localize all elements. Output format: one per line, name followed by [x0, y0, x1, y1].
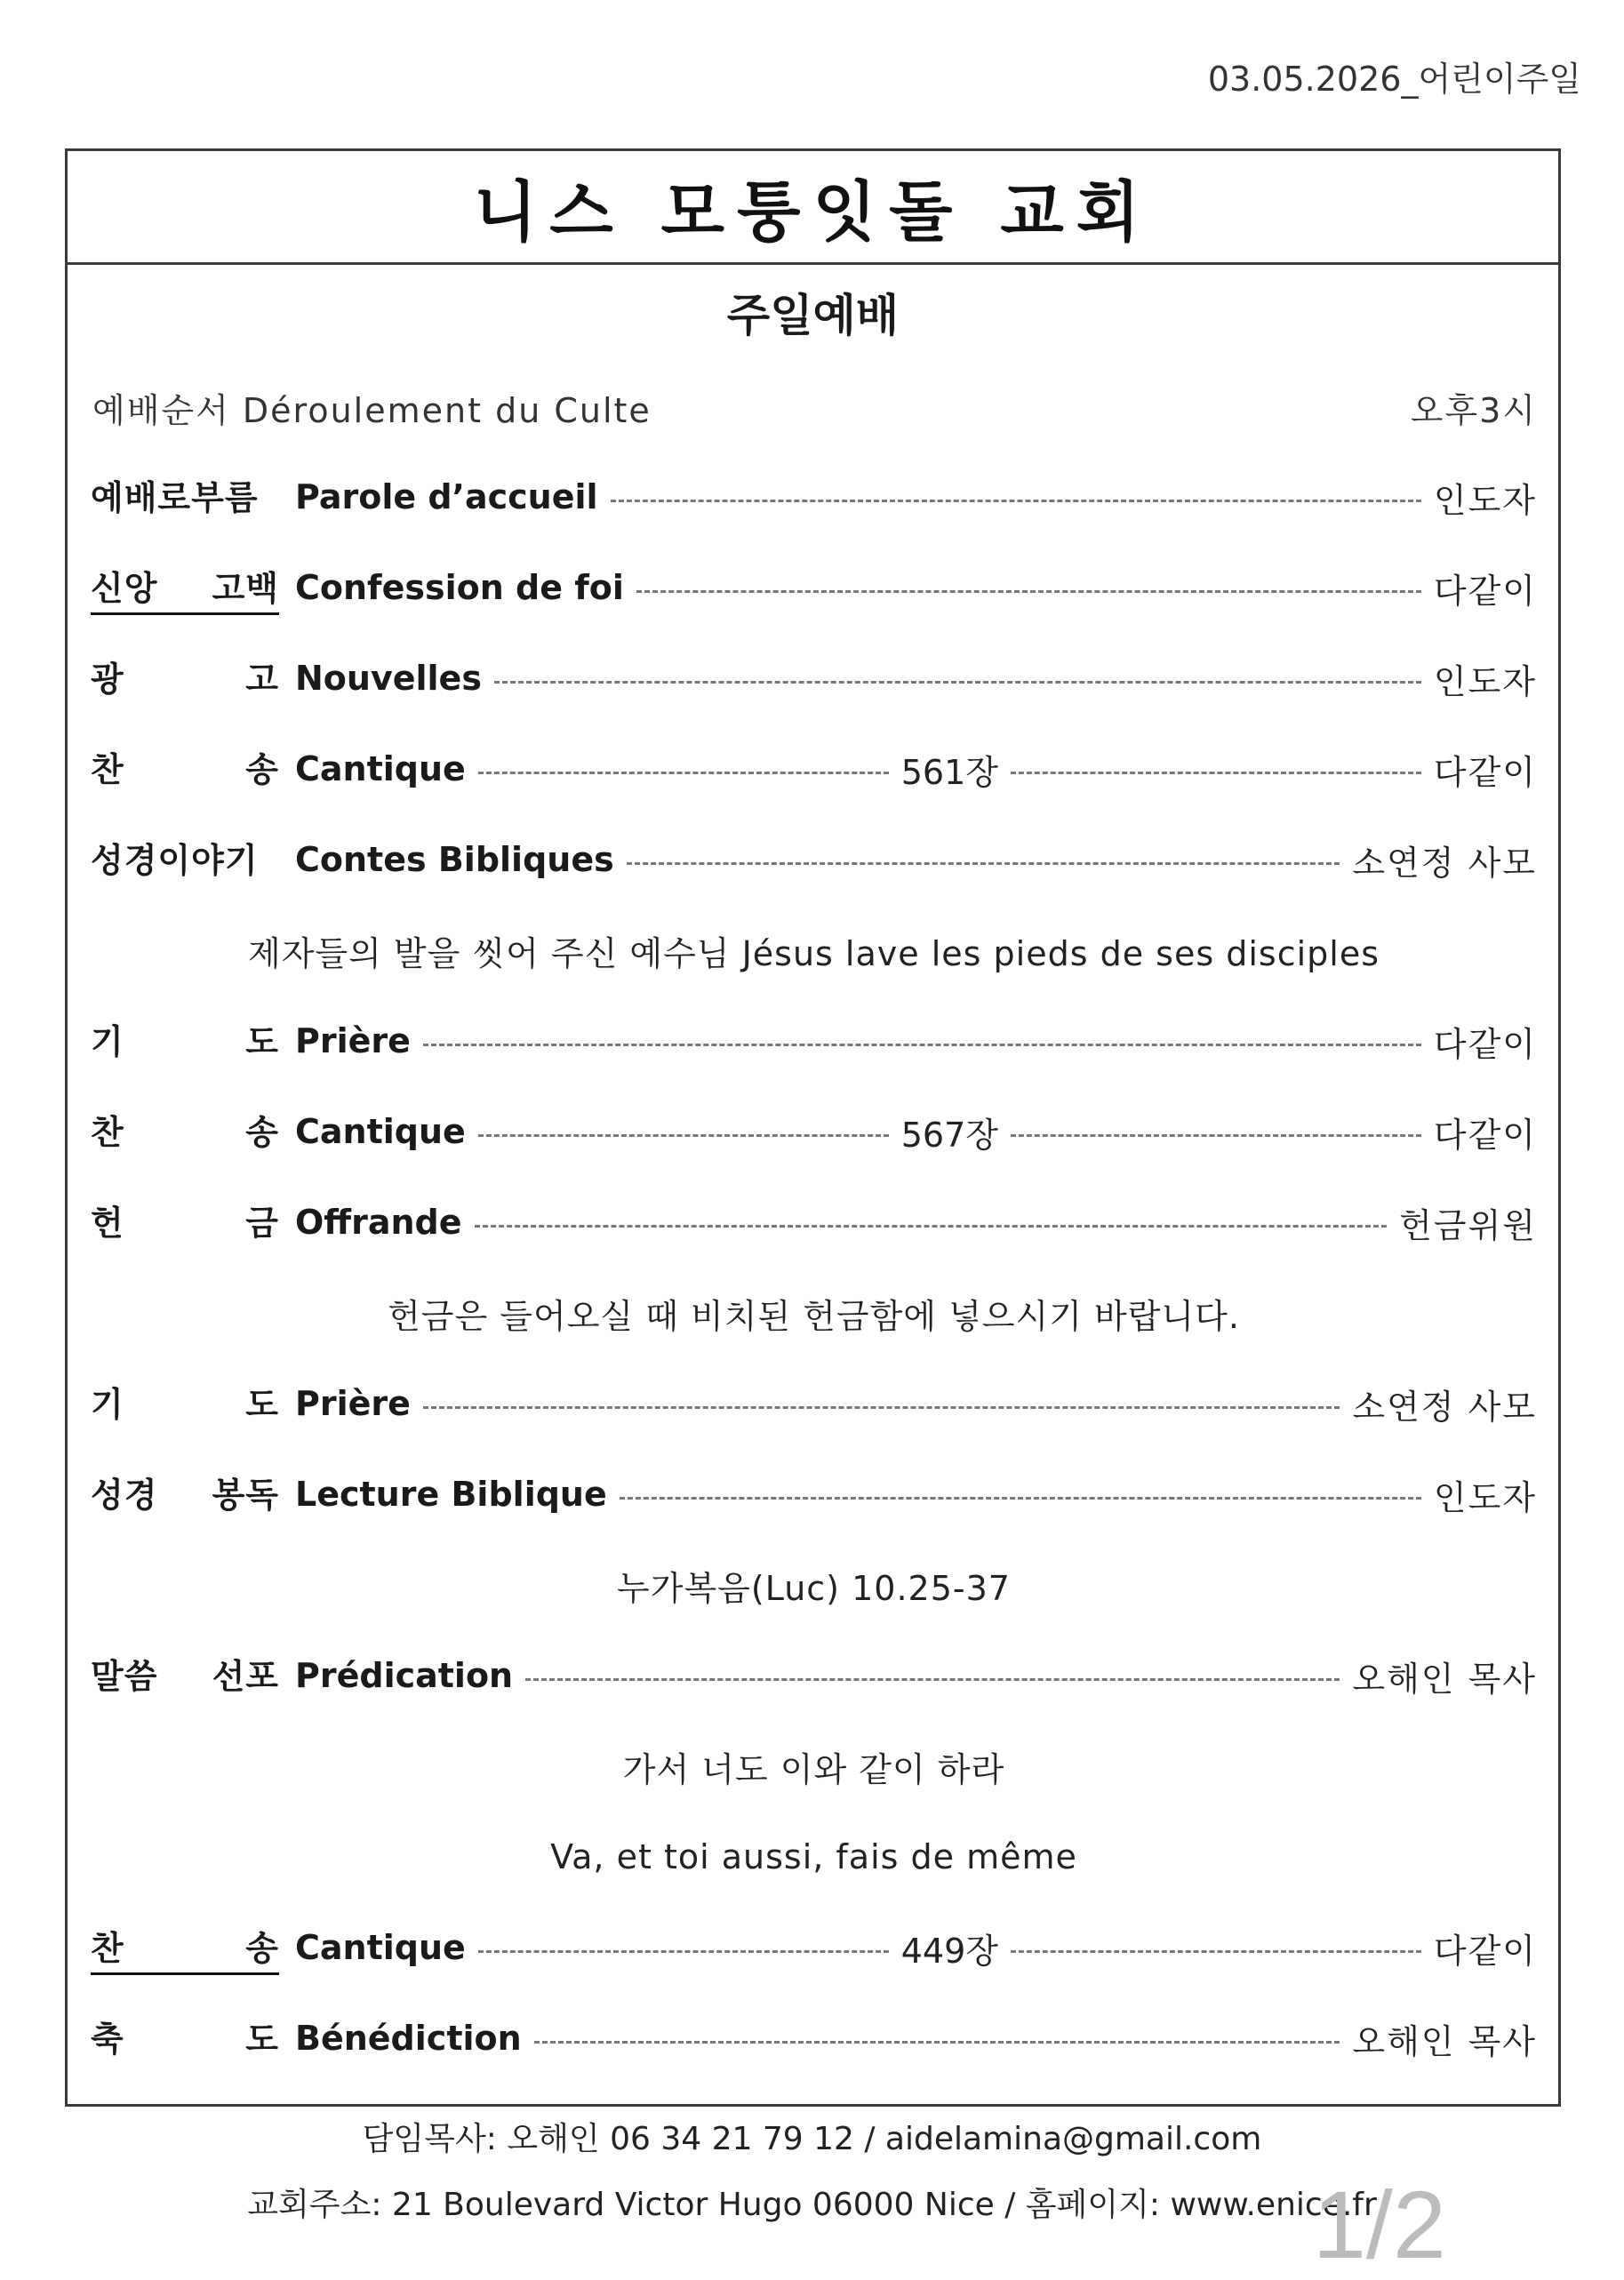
- order-list: [91, 452, 1537, 2084]
- order-item-leader: 다같이: [1433, 752, 1537, 792]
- order-item-korean: [91, 1468, 279, 1522]
- korean-label-part: 광: [91, 659, 124, 699]
- korean-label-part: 송: [245, 749, 279, 789]
- order-item: [91, 452, 1537, 542]
- order-item: [91, 996, 1537, 1086]
- service-title: 주일예배: [726, 290, 900, 341]
- order-item-french: Offrande: [295, 1203, 462, 1242]
- order-item-leader: 소연정 사모: [1352, 1387, 1537, 1427]
- order-item-leader: 오해인 목사: [1352, 1659, 1537, 1699]
- order-item-korean: [91, 742, 279, 796]
- order-item-leader: 인도자: [1433, 1477, 1537, 1517]
- date-label: 03.05.2026_어린이주일: [1207, 60, 1581, 99]
- korean-label-part: 송: [245, 1928, 279, 1968]
- order-item-french: Nouvelles: [295, 659, 482, 698]
- order-item-leader: 인도자: [1433, 661, 1537, 701]
- korean-label-part: 고백: [212, 568, 279, 608]
- korean-label-part: 기: [91, 1384, 124, 1424]
- order-item-french: Cantique: [295, 1112, 466, 1151]
- korean-label-part: 선포: [212, 1656, 279, 1696]
- dotted-leader: [620, 1497, 1421, 1500]
- order-item-french: Cantique: [295, 749, 466, 788]
- order-item-leader: 다같이: [1433, 1115, 1537, 1155]
- dotted-leader: [423, 1044, 1421, 1046]
- order-item-french: Lecture Biblique: [295, 1475, 607, 1514]
- korean-label-part: 헌: [91, 1203, 124, 1243]
- korean-label-part: 금: [245, 1203, 279, 1243]
- korean-label-part: 찬: [91, 1928, 124, 1968]
- footer-pastor: 담임목사: 오해인 06 34 21 79 12 / aidelamina@gmail.com: [362, 2121, 1262, 2157]
- order-subtitle: 누가복음(Luc) 10.25-37: [617, 1568, 1011, 1608]
- order-item-korean: [91, 561, 279, 615]
- order-item-korean: [91, 1014, 279, 1068]
- order-item-korean: [91, 1377, 279, 1431]
- order-item-korean: [91, 2012, 279, 2066]
- korean-label-part: 찬: [91, 1112, 124, 1152]
- order-subtitle: 가서 너도 이와 같이 하라: [622, 1749, 1005, 1789]
- dotted-leader: [478, 1134, 889, 1137]
- hymn-number: 449장: [900, 1931, 998, 1971]
- dotted-leader: [475, 1225, 1388, 1228]
- page-indicator: 1/2: [1312, 2171, 1446, 2278]
- footer-address: 교회주소: 21 Boulevard Victor Hugo 06000 Nice / 홈페이지: www.enice.fr: [247, 2187, 1377, 2223]
- order-item: [91, 1993, 1537, 2084]
- order-item-french: Bénédiction: [295, 2019, 522, 2058]
- order-item-leader: 다같이: [1433, 1931, 1537, 1971]
- order-item-leader: 인도자: [1433, 480, 1537, 520]
- order-item: [91, 724, 1537, 814]
- dotted-leader: [1011, 1950, 1421, 1953]
- order-item-french: Cantique: [295, 1928, 466, 1967]
- order-item-korean: [91, 652, 279, 706]
- order-item-korean: [91, 470, 279, 524]
- church-name: 니스 모퉁잇돌 교회: [68, 151, 1558, 265]
- hymn-number: 561장: [900, 752, 998, 792]
- order-item: [91, 1449, 1537, 1540]
- korean-label-part: 기: [91, 1021, 124, 1061]
- korean-label-part: 예배로부름: [91, 477, 259, 517]
- dotted-leader: [611, 500, 1421, 502]
- bulletin-frame: [65, 148, 1561, 2107]
- korean-label-part: 도: [245, 1021, 279, 1061]
- order-item: [91, 814, 1537, 905]
- order-item: [91, 633, 1537, 724]
- korean-label-part: 도: [245, 2019, 279, 2059]
- order-item-korean: [91, 1649, 279, 1703]
- order-header: [92, 363, 1537, 452]
- order-item-french: Prédication: [295, 1656, 514, 1695]
- order-item: [91, 1177, 1537, 1268]
- dotted-leader: [636, 590, 1421, 593]
- korean-label-part: 말씀: [91, 1656, 158, 1696]
- order-header-title: 예배순서 Déroulement du Culte: [92, 390, 652, 430]
- order-item: [91, 1630, 1537, 1721]
- korean-label-part: 축: [91, 2019, 124, 2059]
- order-item: [91, 1358, 1537, 1449]
- order-subtitle: 헌금은 들어오실 때 비치된 헌금함에 넣으시기 바랍니다.: [388, 1296, 1240, 1336]
- order-item-korean: [91, 1105, 279, 1159]
- dotted-leader: [478, 772, 889, 774]
- order-subtitle: 제자들의 발을 씻어 주신 예수님 Jésus lave les pieds de ses disciples: [247, 933, 1380, 973]
- korean-label-part: 성경: [91, 1475, 158, 1515]
- dotted-leader: [1011, 1134, 1421, 1137]
- hymn-number: 567장: [900, 1115, 998, 1155]
- dotted-leader: [494, 681, 1421, 684]
- korean-label-part: 봉독: [212, 1475, 279, 1515]
- order-item-korean: [91, 833, 279, 887]
- order-item: [91, 1086, 1537, 1177]
- order-item-korean: [91, 1196, 279, 1250]
- dotted-leader: [534, 2041, 1340, 2044]
- order-subtitle: Va, et toi aussi, fais de même: [550, 1837, 1077, 1876]
- korean-label-part: 고: [245, 659, 279, 699]
- dotted-leader: [423, 1406, 1340, 1409]
- order-item-leader: 소연정 사모: [1352, 843, 1537, 883]
- order-item: [91, 1902, 1537, 1993]
- korean-label-part: 찬: [91, 749, 124, 789]
- order-item-french: Prière: [295, 1021, 411, 1060]
- korean-label-part: 신앙: [91, 568, 158, 608]
- service-time: 오후3시: [1410, 390, 1537, 430]
- order-item: [91, 542, 1537, 633]
- order-item-leader: 다같이: [1433, 571, 1537, 611]
- order-item-leader: 헌금위원: [1399, 1205, 1537, 1245]
- order-item-korean: [91, 1921, 279, 1975]
- order-item-french: Parole d’accueil: [295, 477, 598, 516]
- dotted-leader: [478, 1950, 889, 1953]
- dotted-leader: [1011, 772, 1421, 774]
- dotted-leader: [627, 862, 1340, 865]
- korean-label-part: 성경이야기: [91, 840, 259, 880]
- order-item-french: Contes Bibliques: [295, 840, 614, 879]
- dotted-leader: [525, 1678, 1340, 1681]
- order-item-french: Confession de foi: [295, 568, 624, 607]
- korean-label-part: 송: [245, 1112, 279, 1152]
- order-item-leader: 다같이: [1433, 1024, 1537, 1064]
- order-item-french: Prière: [295, 1384, 411, 1423]
- korean-label-part: 도: [245, 1384, 279, 1424]
- order-item-leader: 오해인 목사: [1352, 2021, 1537, 2061]
